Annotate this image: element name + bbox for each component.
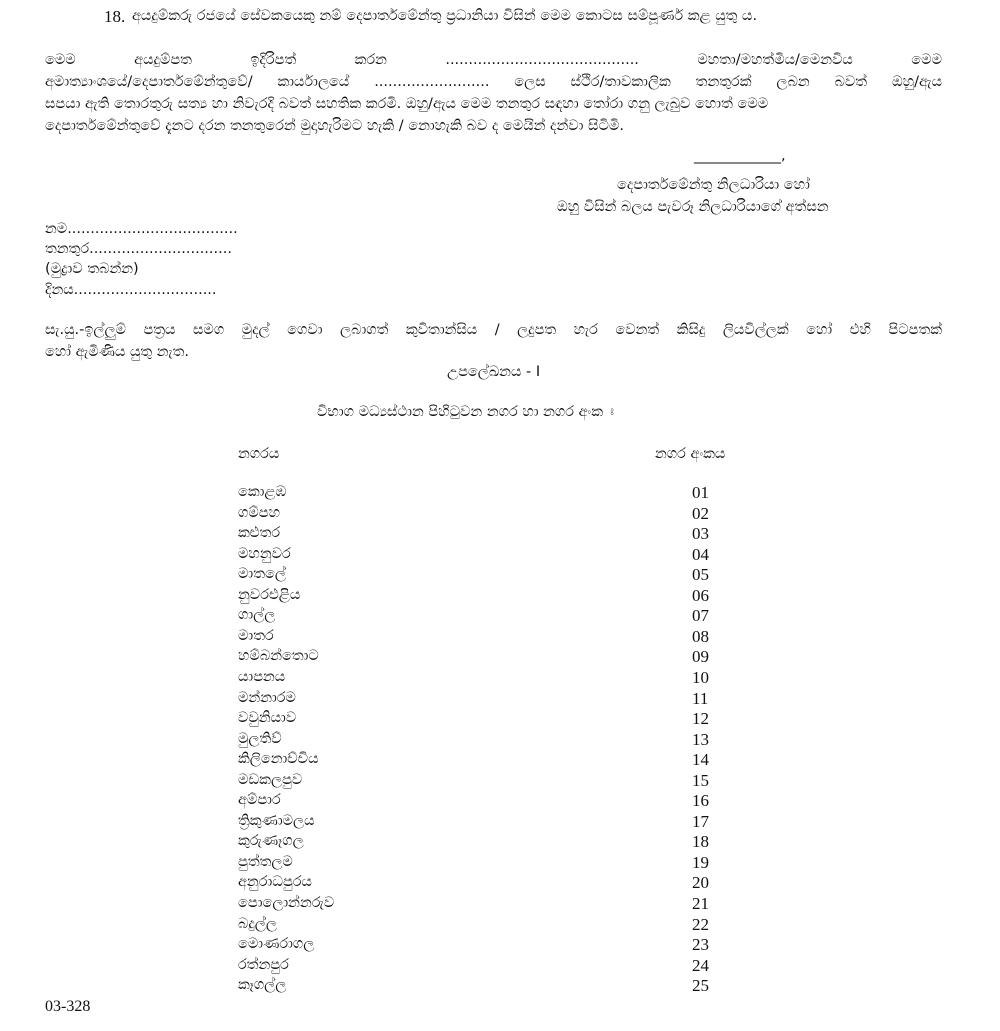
- column-header-code: නගර අංකය: [655, 446, 726, 462]
- table-row-city: කුරුණෑගල: [238, 833, 304, 849]
- table-row-city: මඩකලපුව: [238, 772, 303, 788]
- section-number: 18.: [104, 7, 126, 26]
- table-row-code: 18: [692, 832, 709, 851]
- column-header-city: නගරය: [238, 446, 280, 462]
- note-line-2: හෝ ඇමිණිය යුතු නැත.: [45, 344, 190, 360]
- table-row-code: 12: [692, 709, 709, 728]
- table-row-code: 17: [692, 812, 709, 831]
- table-row-city: ගාල්ල: [238, 607, 276, 623]
- table-row-city: පොලොන්නරුව: [238, 895, 335, 911]
- table-row-code: 24: [692, 956, 709, 975]
- note-line-1: සැ.යු.-ඉල්ලුම් පත්‍රය සමග මුදල් ගෙවා ලබාගත් කුවිතාන්සිය / ලදුපත හැර වෙනත් කිසිදු ලියවිල්ලක් හෝ එහි පිටපතක්: [45, 322, 942, 338]
- certification-line-2: අමාත්‍යාංශයේ/දෙපාර්තමේන්තුවේ/ කාර්යාලයේ ......................... ලෙස ස්ථිර/තාවකාලික තනතුරක් ලබන බවත් ඔහු/ඇය: [45, 74, 942, 90]
- table-row-code: 09: [692, 647, 709, 666]
- table-row-code: 16: [692, 791, 709, 810]
- signature-line: ____________,: [694, 148, 786, 164]
- table-row-city: පුත්තලම: [238, 854, 293, 870]
- table-row-city: කොළඹ: [238, 484, 287, 500]
- annex-subtitle: විභාග මධ්‍යස්ථාන පිහිටුවන නගර හා නගර අංක ඃ: [317, 404, 614, 420]
- table-row-city: කළුතර: [238, 525, 281, 541]
- table-row-code: 05: [692, 565, 709, 584]
- table-row-code: 14: [692, 750, 709, 769]
- seal-placeholder: (මුද්‍රාව තබන්න): [45, 261, 139, 277]
- table-row-code: 07: [692, 606, 709, 625]
- table-row-code: 19: [692, 853, 709, 872]
- table-row-code: 21: [692, 894, 709, 913]
- certification-line-1: මෙම අයදුම්පත ඉදිරිපත් කරන .......................................... මහතා/මහත්මිය/මෙනවිය මෙම: [45, 52, 942, 68]
- section-heading: අයදුම්කරු රජයේ සේවකයෙකු නම් දෙපාර්තමේන්තු ප්‍රධානියා විසින් මෙම කොටස සම්පූර්ණ කළ යුතු ය.: [132, 8, 758, 24]
- table-row-city: මහනුවර: [238, 546, 291, 562]
- table-row-city: ගම්පහ: [238, 505, 281, 521]
- post-field: තනතුර...............................: [45, 241, 232, 257]
- table-row-city: හම්බන්තොට: [238, 648, 319, 664]
- table-row-code: 20: [692, 873, 709, 892]
- table-row-code: 15: [692, 771, 709, 790]
- table-row-city: මාතලේ: [238, 566, 286, 582]
- table-row-city: මුලතිව්: [238, 731, 282, 747]
- signature-caption-2: ඔහු විසින් බලය පැවරූ නිලධාරියාගේ අත්සන: [557, 199, 829, 215]
- table-row-city: මොණරාගල: [238, 936, 315, 952]
- annex-title: උපලේඛනය - I: [447, 364, 541, 380]
- table-row-code: 04: [692, 545, 709, 564]
- table-row-code: 13: [692, 730, 709, 749]
- certification-line-4: දෙපාර්තමේන්තුවේ දැනට දරන තනතුරෙන් මුදාහැරිමට හැකි / නොහැකි බව ද මෙයින් දන්වා සිටිමි.: [45, 118, 624, 134]
- table-row-code: 11: [692, 689, 709, 708]
- name-field: නම.....................................: [45, 221, 238, 237]
- table-row-code: 22: [692, 915, 709, 934]
- page-code: 03-328: [45, 998, 91, 1015]
- table-row-city: මන්නාරම: [238, 690, 296, 706]
- table-row-code: 03: [692, 524, 709, 543]
- signature-caption-1: දෙපාර්තමේන්තු නිලධාරියා හෝ: [617, 177, 810, 193]
- table-row-city: අම්පාර: [238, 792, 281, 808]
- table-row-city: කෑගල්ල: [238, 977, 287, 993]
- date-field: දිනය...............................: [45, 282, 217, 298]
- table-row-city: වවුනියාව: [238, 710, 297, 726]
- table-row-code: 06: [692, 586, 709, 605]
- certification-line-3: සපයා ඇති තොරතුරු සත්‍ය හා නිවැරදි බවත් සහතික කරමි. ඔහු/ඇය මෙම තනතුර සඳහා තෝරා ගනු ලැබුව හොත් මෙම: [45, 96, 769, 112]
- table-row-city: නුවරඑළිය: [238, 587, 301, 603]
- table-row-code: 08: [692, 627, 709, 646]
- table-row-city: රත්නපුර: [238, 957, 289, 973]
- table-row-code: 25: [692, 976, 709, 995]
- table-row-city: යාපනය: [238, 669, 286, 685]
- table-row-code: 02: [692, 504, 709, 523]
- table-row-city: කිලිනොච්චිය: [238, 751, 319, 767]
- table-row-city: අනුරාධපුරය: [238, 874, 312, 890]
- table-row-code: 01: [692, 483, 709, 502]
- table-row-code: 10: [692, 668, 709, 687]
- table-row-city: බදුල්ල: [238, 916, 277, 932]
- table-row-city: මාතර: [238, 628, 274, 644]
- table-row-city: ත්‍රිකුණාමලය: [238, 813, 315, 829]
- table-row-code: 23: [692, 935, 709, 954]
